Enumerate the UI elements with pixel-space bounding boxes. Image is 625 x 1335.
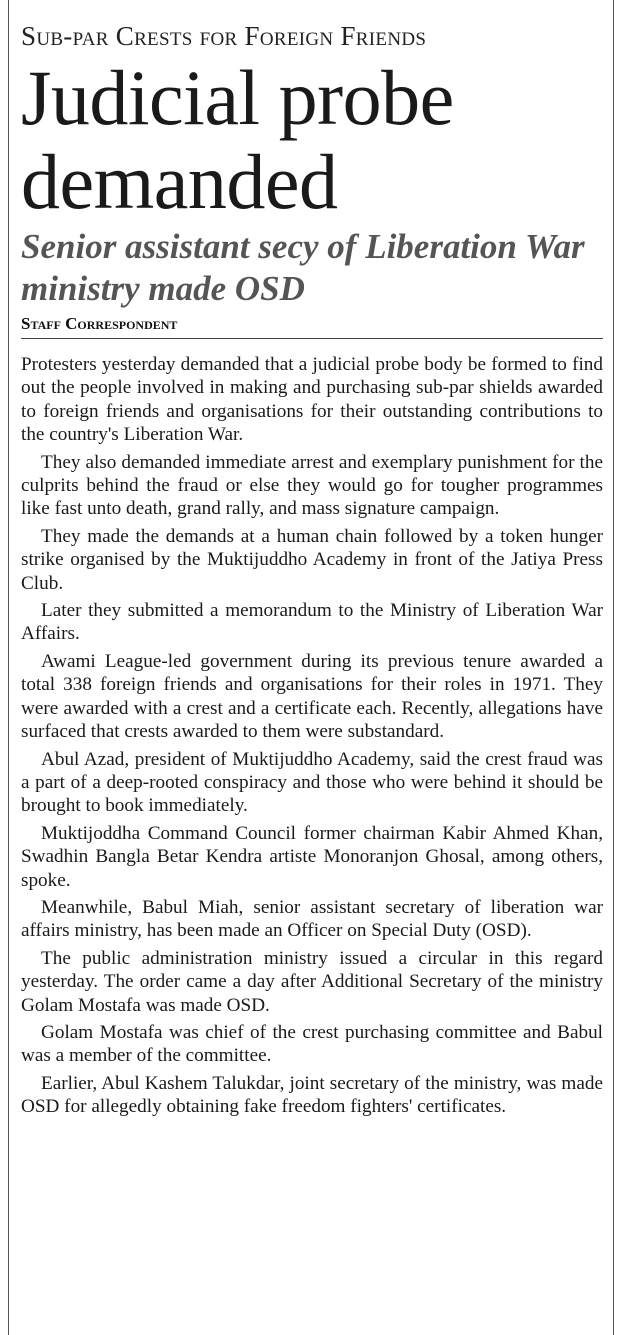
article-body [21, 353, 603, 1119]
newspaper-clipping [8, 0, 614, 1335]
article-paragraph: Later they submitted a memorandum to the Ministry of Liberation War Affairs. [21, 600, 603, 645]
article-kicker: Sub-par Crests for Foreign Friends [21, 21, 427, 51]
article-paragraph: Abul Azad, president of Muktijuddho Academy, said the crest fraud was a part of a deep-rooted conspiracy and those who were behind it should be brought to book immediately. [21, 748, 603, 817]
article-paragraph: They also demanded immediate arrest and exemplary punishment for the culprits behind the fraud or else they would go for tougher programmes like fast unto death, grand rally, and mass signature campaign. [21, 451, 603, 520]
article-paragraph: Meanwhile, Babul Miah, senior assistant secretary of liberation war affairs ministry, has been made an Officer on Special Duty (OSD). [21, 896, 603, 942]
article-byline: Staff Correspondent [21, 314, 603, 339]
article-paragraph: The public administration ministry issued a circular in this regard yesterday. The order came a day after Additional Secretary of the ministry Golam Mostafa was made OSD. [21, 947, 603, 1016]
article-paragraph: Golam Mostafa was chief of the crest purchasing committee and Babul was a member of the committee. [21, 1021, 603, 1067]
article-paragraph: Earlier, Abul Kashem Talukdar, joint secretary of the ministry, was made OSD for allegedly obtaining fake freedom fighters' certificates. [21, 1072, 603, 1118]
article-subheadline: Senior assistant secy of Liberation War ministry made OSD [21, 227, 585, 308]
article-headline: Judicial probe demanded [21, 54, 454, 225]
article-paragraph: Protesters yesterday demanded that a judicial probe body be formed to find out the people involved in making and purchasing sub-par shields awarded to foreign friends and organisations for their outstanding contributions to the country's Liberation War. [21, 354, 603, 446]
article-paragraph: Muktijoddha Command Council former chairman Kabir Ahmed Khan, Swadhin Bangla Betar Kendra artiste Monoranjon Ghosal, among others, spoke. [21, 822, 603, 891]
article-paragraph: Awami League-led government during its previous tenure awarded a total 338 foreign friends and organisations for their roles in 1971. They were awarded with a crest and a certificate each. Recently, allegations have surfaced that crests awarded to them were substandard. [21, 650, 603, 743]
article-paragraph: They made the demands at a human chain followed by a token hunger strike organised by the Muktijuddho Academy in front of the Jatiya Press Club. [21, 525, 603, 594]
